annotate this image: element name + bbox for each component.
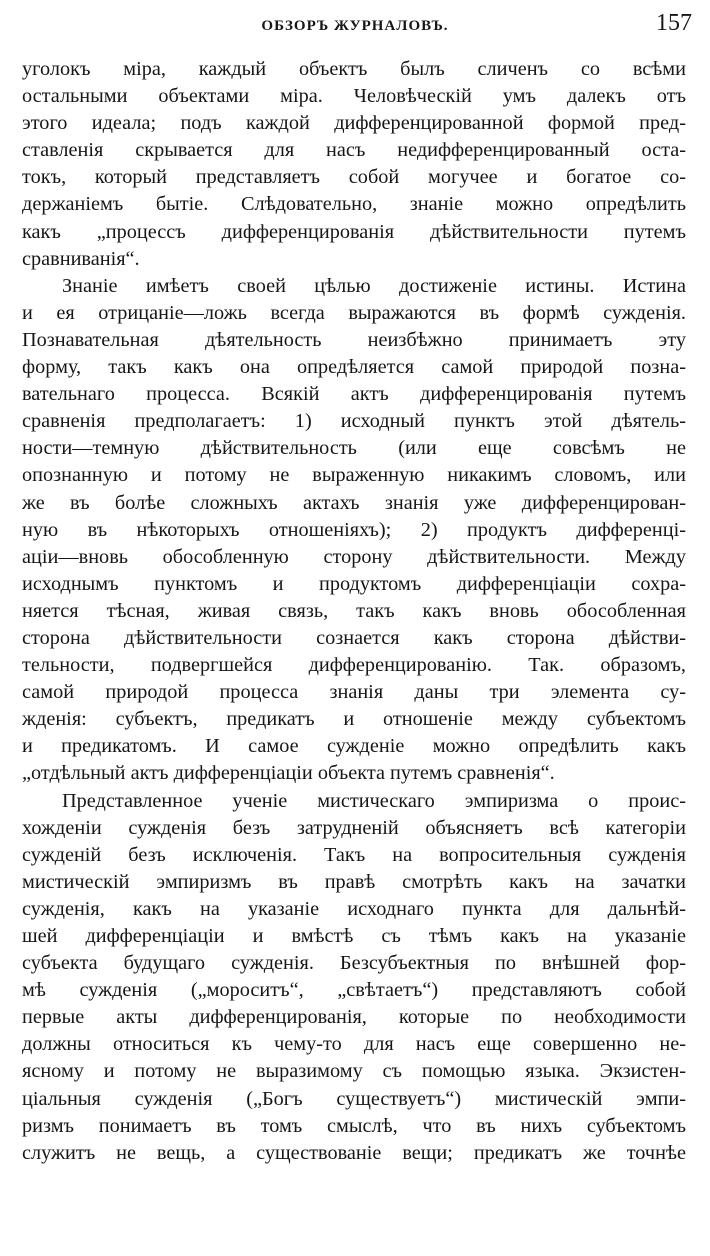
text-line: хожденіи сужденія безъ затрудненій объясняетъ всѣ категоріи [22, 816, 686, 839]
body-text [22, 56, 686, 1167]
text-line: и ея отрицаніе—ложь всегда выражаются въ формѣ сужденія. [22, 301, 686, 324]
text-line: сужденія, какъ на указаніе исходнаго пункта для дальнѣй- [22, 897, 686, 920]
text-line: вательнаго процесса. Всякій актъ дифференцированія путемъ [22, 383, 686, 406]
text-line: остальными объектами міра. Человѣческій умъ далекъ отъ [22, 85, 686, 108]
text-line: Знаніе имѣетъ своей цѣлью достиженіе истины. Истина [62, 274, 686, 297]
text-line: Познавательная дѣятельность неизбѣжно принимаетъ эту [22, 328, 686, 351]
text-line: уголокъ міра, каждый объектъ былъ сличенъ со всѣми [22, 58, 686, 80]
text-line: ризмъ понимаетъ въ томъ смыслѣ, что въ нихъ субъектомъ [22, 1114, 686, 1137]
text-line: опознанную и потому не выраженную никакимъ словомъ, или [22, 464, 686, 487]
text-line: сравниванія“. [22, 247, 140, 270]
text-line: же въ болѣе сложныхъ актахъ знанія уже дифференцирован- [22, 491, 686, 514]
text-line: „отдѣльный актъ дифференціаціи объекта путемъ сравненія“. [22, 762, 555, 785]
text-line: ности—темную дѣйствительность (или еще совсѣмъ не [22, 437, 686, 460]
running-title: ОБЗОРЪ ЖУРНАЛОВЪ. [261, 18, 449, 34]
text-line: самой природой процесса знанія даны три элемента су- [22, 681, 686, 704]
text-line: первые акты дифференцированія, которые по необходимости [22, 1006, 686, 1029]
text-line: тельности, подвергшейся дифференцированію. Так. образомъ, [22, 654, 686, 677]
text-line: субъекта будущаго сужденія. Безсубъектныя по внѣшней фор- [22, 952, 686, 975]
text-line: мѣ сужденія („мороситъ“, „свѣтаетъ“) представляютъ собой [22, 979, 686, 1002]
text-line: держаніемъ бытіе. Слѣдовательно, знаніе можно опредѣлить [22, 193, 686, 216]
text-line: токъ, который представляетъ собой могучее и богатое со- [22, 166, 686, 189]
text-line: ставленія скрывается для насъ недифференцированный оста- [22, 139, 686, 162]
text-line: ясному и потому не выразимому съ помощью языка. Экзистен- [22, 1060, 686, 1083]
text-line: аціи—вновь обособленную сторону дѣйствительности. Между [22, 545, 686, 568]
text-line: должны относиться къ чему-то для насъ еще совершенно не- [22, 1033, 686, 1056]
text-line: шей дифференціаціи и вмѣстѣ съ тѣмъ какъ на указаніе [22, 925, 686, 947]
text-line: служитъ не вещь, а существованіе вещи; предикатъ же точнѣе [22, 1141, 686, 1164]
text-line: и предикатомъ. И самое сужденіе можно опредѣлить какъ [22, 735, 686, 758]
text-line: сторона дѣйствительности сознается какъ сторона дѣйстви- [22, 626, 686, 649]
text-line: исходнымъ пунктомъ и продуктомъ дифференціаціи сохра- [22, 572, 686, 595]
text-line: сравненія предполагаетъ: 1) исходный пунктъ этой дѣятель- [22, 410, 686, 433]
text-line: какъ „процессъ дифференцированія дѣйствительности путемъ [22, 220, 686, 243]
text-line: форму, такъ какъ она опредѣляется самой природой позна- [22, 356, 686, 379]
text-line: Представленное ученіе мистическаго эмпиризма о проис- [62, 789, 686, 812]
text-line: сужденій безъ исключенія. Такъ на вопросительныя сужденія [22, 843, 686, 866]
text-line: жденія: субъектъ, предикатъ и отношеніе между субъектомъ [22, 708, 686, 731]
page-number: 157 [656, 10, 692, 36]
page-header [0, 4, 710, 44]
text-line: этого идеала; подъ каждой дифференцированной формой пред- [22, 112, 686, 135]
text-line: ціальныя сужденія („Богъ существуетъ“) мистическій эмпи- [22, 1087, 686, 1110]
text-line: мистическій эмпиризмъ въ правѣ смотрѣть какъ на зачатки [22, 870, 686, 893]
text-line: няется тѣсная, живая связь, такъ какъ вновь обособленная [22, 599, 686, 622]
text-line: ную въ нѣкоторыхъ отношеніяхъ); 2) продуктъ дифференці- [22, 518, 686, 541]
